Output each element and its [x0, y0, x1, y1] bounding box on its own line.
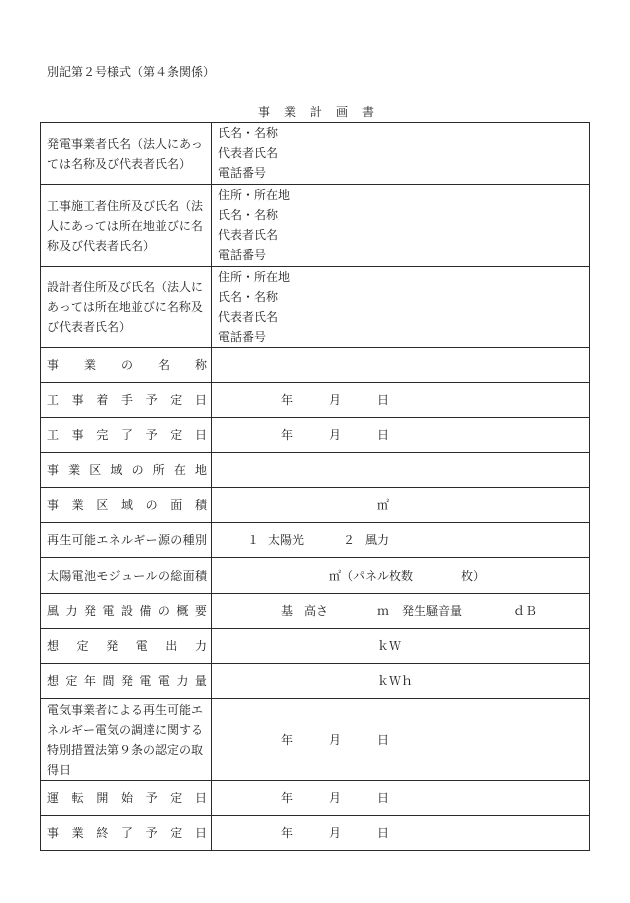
value-annual-generation — [212, 664, 589, 698]
unit-square-meters: ㎡ — [377, 498, 390, 512]
label-certification-date — [41, 699, 212, 780]
date-day: 日 — [377, 732, 390, 747]
unit-kw: ｋＷ — [377, 639, 402, 653]
label-line: 発電事業者氏名（法人にあっ — [47, 136, 203, 151]
value-generator — [212, 123, 589, 184]
label-line: ネルギー電気の調達に関する — [47, 722, 204, 737]
field-address: 住所・所在地 — [218, 270, 291, 284]
label-annual-generation — [41, 664, 212, 698]
field-name: 氏名・名称 — [218, 208, 279, 222]
value-contractor — [212, 185, 589, 266]
label-text: 風 力 発 電 設 備 の 概 要 — [47, 604, 207, 618]
label-text: 事 業 終 了 予 定 日 — [47, 826, 207, 840]
label-site-area — [41, 488, 212, 522]
row-generator — [41, 123, 589, 184]
label-designer — [41, 267, 212, 347]
label-construction-completion — [41, 418, 212, 452]
value-module-area — [212, 558, 589, 593]
label-planned-output — [41, 629, 212, 663]
date-year: 年 — [281, 732, 294, 747]
date-year: 年 — [281, 393, 294, 407]
option-solar: 太陽光 — [268, 533, 305, 547]
label-text: 工 事 着 手 予 定 日 — [47, 393, 207, 407]
label-line: ては名称及び代表者氏名） — [47, 156, 192, 171]
value-designer — [212, 267, 589, 347]
label-line: 人にあっては所在地並びに名 — [47, 218, 203, 233]
row-energy-source — [41, 522, 589, 557]
label-text: 工 事 完 了 予 定 日 — [47, 428, 207, 442]
document-title: 事業計画書 — [258, 105, 389, 119]
option-wind: 風力 — [365, 533, 390, 547]
option-number-wind: ２ — [343, 533, 356, 547]
value-certification-date — [212, 699, 589, 780]
field-representative: 代表者氏名 — [218, 146, 279, 160]
unit-square-meters: ㎡ — [329, 568, 342, 583]
row-construction-completion — [41, 417, 589, 452]
field-phone: 電話番号 — [218, 248, 267, 262]
unit-kwh: ｋＷｈ — [377, 674, 414, 688]
field-representative: 代表者氏名 — [218, 228, 279, 242]
field-phone: 電話番号 — [218, 330, 267, 344]
row-module-area — [41, 557, 589, 593]
date-day: 日 — [377, 791, 390, 805]
row-planned-output — [41, 628, 589, 663]
field-address: 住所・所在地 — [218, 188, 291, 202]
value-energy-source — [212, 523, 589, 557]
row-project-end — [41, 815, 589, 850]
row-wind-facility — [41, 593, 589, 628]
date-month: 月 — [329, 393, 342, 407]
label-text: 運 転 開 始 予 定 日 — [47, 791, 207, 805]
label-line: 電気事業者による再生可能エ — [47, 702, 204, 717]
row-construction-start — [41, 382, 589, 417]
label-contractor — [41, 185, 212, 266]
value-project-name — [212, 348, 589, 382]
field-name: 氏名・名称 — [218, 126, 279, 140]
row-site-location — [41, 452, 589, 487]
label-site-location — [41, 453, 212, 487]
field-representative: 代表者氏名 — [218, 310, 279, 324]
option-number-solar: １ — [247, 533, 260, 547]
label-text: 想 定 年 間 発 電 電 力 量 — [47, 674, 207, 688]
date-year: 年 — [281, 826, 294, 840]
noise-label: 発生騒音量 — [402, 604, 463, 618]
date-day: 日 — [377, 393, 390, 407]
date-year: 年 — [281, 791, 294, 805]
business-plan-table — [40, 122, 590, 851]
date-day: 日 — [377, 428, 390, 442]
value-construction-start — [212, 383, 589, 417]
height-label: 高さ — [304, 604, 329, 618]
form-number: 別記第２号様式（第４条関係） — [47, 65, 216, 79]
label-line: 称及び代表者氏名） — [47, 238, 156, 253]
label-energy-source — [41, 523, 212, 557]
date-month: 月 — [329, 732, 342, 747]
row-annual-generation — [41, 663, 589, 698]
label-text: 想 定 発 電 出 力 — [47, 639, 207, 653]
date-month: 月 — [329, 791, 342, 805]
value-planned-output — [212, 629, 589, 663]
unit-count: 基 — [281, 604, 294, 618]
label-generator — [41, 123, 212, 184]
label-wind-facility — [41, 594, 212, 628]
label-text: 再 生 可 能 エ ネ ル ギ ー 源 の 種 別 — [47, 533, 207, 547]
label-construction-start — [41, 383, 212, 417]
row-operation-start — [41, 780, 589, 815]
label-line: 工事施工者住所及び氏名（法 — [47, 198, 204, 213]
label-project-name — [41, 348, 212, 382]
row-project-name — [41, 347, 589, 382]
date-day: 日 — [377, 826, 390, 840]
value-wind-facility — [212, 594, 589, 628]
label-line: あっては所在地並びに名称及 — [47, 300, 203, 314]
label-line: 得日 — [47, 762, 72, 777]
label-text: 太 陽 電 池 モ ジ ュ ー ル の 総 面 積 — [47, 568, 207, 583]
row-certification-date — [41, 698, 589, 780]
label-module-area — [41, 558, 212, 593]
panel-count-unit: 枚） — [461, 568, 486, 583]
field-name: 氏名・名称 — [218, 290, 279, 304]
label-line: 特別措置法第９条の認定の取 — [47, 742, 204, 757]
field-phone: 電話番号 — [218, 166, 267, 180]
label-project-end — [41, 816, 212, 850]
value-site-location — [212, 453, 589, 487]
value-project-end — [212, 816, 589, 850]
date-month: 月 — [329, 428, 342, 442]
panel-count-label: （パネル枚数 — [341, 568, 414, 583]
value-operation-start — [212, 781, 589, 815]
row-designer — [41, 266, 589, 347]
label-operation-start — [41, 781, 212, 815]
label-line: び代表者氏名） — [47, 320, 132, 334]
row-site-area — [41, 487, 589, 522]
row-contractor — [41, 184, 589, 266]
value-construction-completion — [212, 418, 589, 452]
label-text: 事 業 区 域 の 所 在 地 — [47, 463, 207, 477]
value-site-area — [212, 488, 589, 522]
unit-meters: ｍ — [377, 604, 390, 618]
date-month: 月 — [329, 826, 342, 840]
unit-decibels: ｄＢ — [513, 604, 538, 618]
label-line: 設計者住所及び氏名（法人に — [47, 280, 204, 294]
label-text: 事 業 区 域 の 面 積 — [47, 498, 207, 512]
date-year: 年 — [281, 428, 294, 442]
label-text: 事 業 の 名 称 — [47, 358, 207, 372]
